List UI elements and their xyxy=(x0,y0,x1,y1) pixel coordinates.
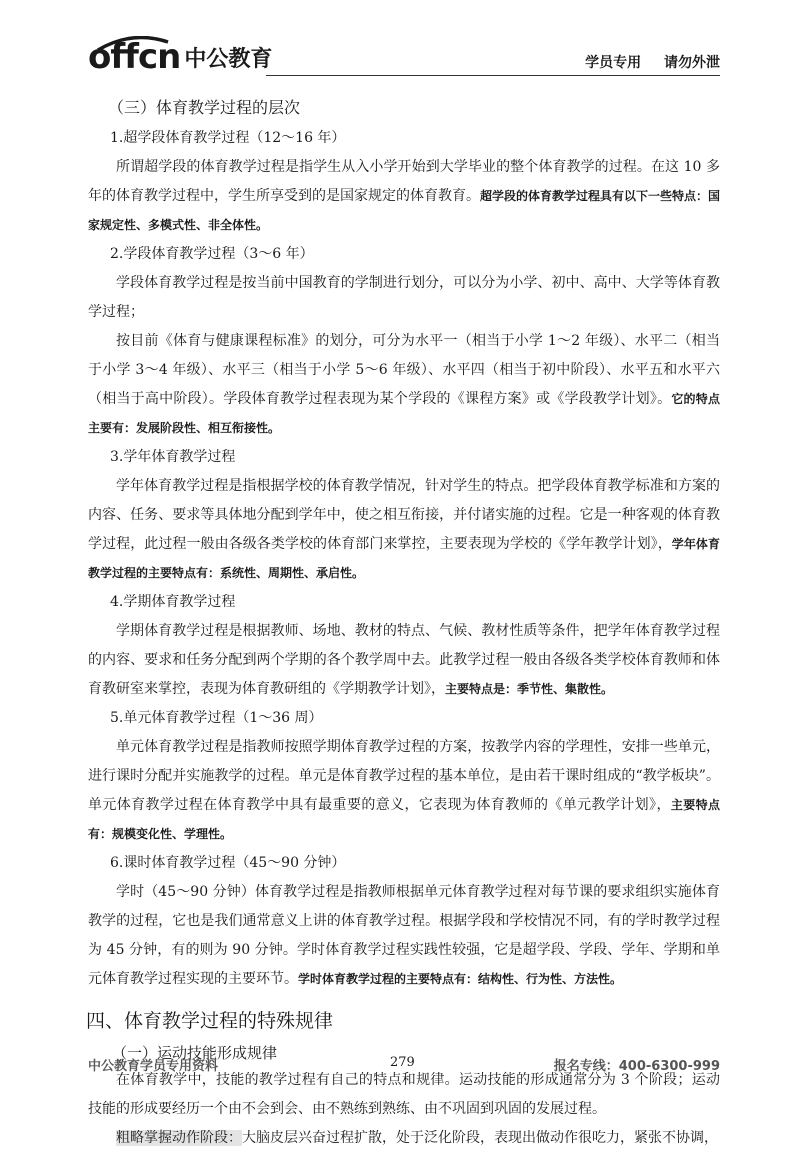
page-content xyxy=(88,94,720,1153)
paragraph xyxy=(88,617,720,704)
subsection-title: 3.学年体育教学过程 xyxy=(110,449,236,465)
paragraph xyxy=(88,878,720,994)
paragraph: 学段体育教学过程是按当前中国教育的学制进行划分，可以分为小学、初中、高中、大学等体育教学过程； xyxy=(88,275,720,320)
logo-arc-icon xyxy=(92,36,172,52)
page-footer xyxy=(88,1049,720,1073)
footer-hotline: 报名专线：400-6300-999 xyxy=(553,1059,720,1074)
paragraph xyxy=(88,1124,720,1153)
key-points: 学年体育教学过程的主要特点有：系统性、周期性、承启性。 xyxy=(88,537,720,580)
key-points: 主要特点是：季节性、集散性。 xyxy=(445,682,614,696)
paragraph-text: 按目前《体育与健康课程标准》的划分，可分为水平一（相当于小学 1～2 年级）、水平二（相当于小学 3～4 年级）、水平三（相当于小学 5～6 年级）、水平四（相当于初中阶段）、水平五和水平六（相当于高中阶段）。学段体育教学过程表现为某个学段的《课程方案》或《学段教学计划》。 xyxy=(88,333,720,407)
key-points: 超学段的体育教学过程具有以下一些特点：国家规定性、多模式性、非全体性。 xyxy=(88,189,721,232)
chapter-heading: 四、体育教学过程的特殊规律 xyxy=(86,1010,334,1032)
page-header xyxy=(88,32,720,80)
paragraph: 在体育教学中，技能的教学过程有自己的特点和规律。运动技能的形成通常分为 3 个阶段；运动技能的形成要经历一个由不会到会、由不熟练到熟练、由不巩固到巩固的发展过程。 xyxy=(88,1072,720,1117)
paragraph xyxy=(88,472,720,588)
paragraph-text: 大脑皮层兴奋过程扩散，处于泛化阶段，表现出做动作很吃力，紧张不协调， xyxy=(242,1130,718,1146)
footer-label: 中公教育学员专用资料 xyxy=(88,1059,219,1074)
subsection-title: 2.学段体育教学过程（3～6 年） xyxy=(110,246,314,262)
paragraph-text: 单元体育教学过程是指教师按照学期体育教学过程的方案，按教学内容的学理性，安排一些单元，进行课时分配并实施教学的过程。单元是体育教学过程的基本单位，是由若干课时组成的“教学板块”。单元体育教学过程在体育教学中具有最重要的意义，它表现为体育教师的《单元教学计划》， xyxy=(88,739,720,813)
paragraph-text: 学时（45～90 分钟）体育教学过程是指教师根据单元体育教学过程对每节课的要求组织实施体育教学的过程，它也是我们通常意义上讲的体育教学过程。根据学段和学校情况不同，有的学时教学过程为 45 分钟，有的则为 90 分钟。学时体育教学过程实践性较强，它是超学段、学段、学年、学期和单元体育教学过程实现的主要环节。 xyxy=(88,884,720,987)
key-points: 主要特点有：规模变化性、学理性。 xyxy=(88,798,720,841)
header-divider xyxy=(266,75,720,76)
logo-latin: offcn xyxy=(88,37,181,77)
stage-label: 粗略掌握动作阶段： xyxy=(116,1130,242,1146)
header-tags xyxy=(567,52,720,72)
subsection-title: 4.学期体育教学过程 xyxy=(110,594,236,610)
section-heading: （一）运动技能形成规律 xyxy=(112,1044,278,1062)
paragraph-text: 学年体育教学过程是指根据学校的体育教学情况，针对学生的特点。把学段体育教学标准和方案的内容、任务、要求等具体地分配到学年中，使之相互衔接，并付诸实施的过程。它是一种客观的体育教学过程，此过程一般由各级各类学校的体育部门来掌控，主要表现为学校的《学年教学计划》， xyxy=(88,478,720,552)
paragraph xyxy=(88,733,720,849)
paragraph xyxy=(88,327,720,443)
section-heading: （三）体育教学过程的层次 xyxy=(108,98,301,117)
page-number: 279 xyxy=(390,1055,415,1070)
paragraph xyxy=(88,153,720,240)
header-tag-confidential: 请勿外泄 xyxy=(664,55,720,71)
key-points: 学时体育教学过程的主要特点有：结构性、行为性、方法性。 xyxy=(298,972,623,986)
header-tag-students: 学员专用 xyxy=(585,55,642,71)
paragraph-text: 学期体育教学过程是根据教师、场地、教材的特点、气候、教材性质等条件，把学年体育教学过程的内容、要求和任务分配到两个学期的各个教学周中去。此教学过程一般由各级各类学校体育教师和体育教研室来掌控，表现为体育教研组的《学期教学计划》， xyxy=(88,623,720,697)
key-points: 它的特点主要有：发展阶段性、相互衔接性。 xyxy=(88,392,720,435)
offcn-logo xyxy=(88,37,273,77)
paragraph-text: 所谓超学段的体育教学过程是指学生从入小学开始到大学毕业的整个体育教学的过程。在这 10 多年的体育教学过程中，学生所享受到的是国家规定的体育教育。 xyxy=(88,159,720,204)
subsection-title: 1.超学段体育教学过程（12～16 年） xyxy=(110,130,346,146)
logo-chinese: 中公教育 xyxy=(184,47,273,72)
subsection-title: 6.课时体育教学过程（45～90 分钟） xyxy=(110,855,346,871)
subsection-title: 5.单元体育教学过程（1～36 周） xyxy=(110,710,323,726)
